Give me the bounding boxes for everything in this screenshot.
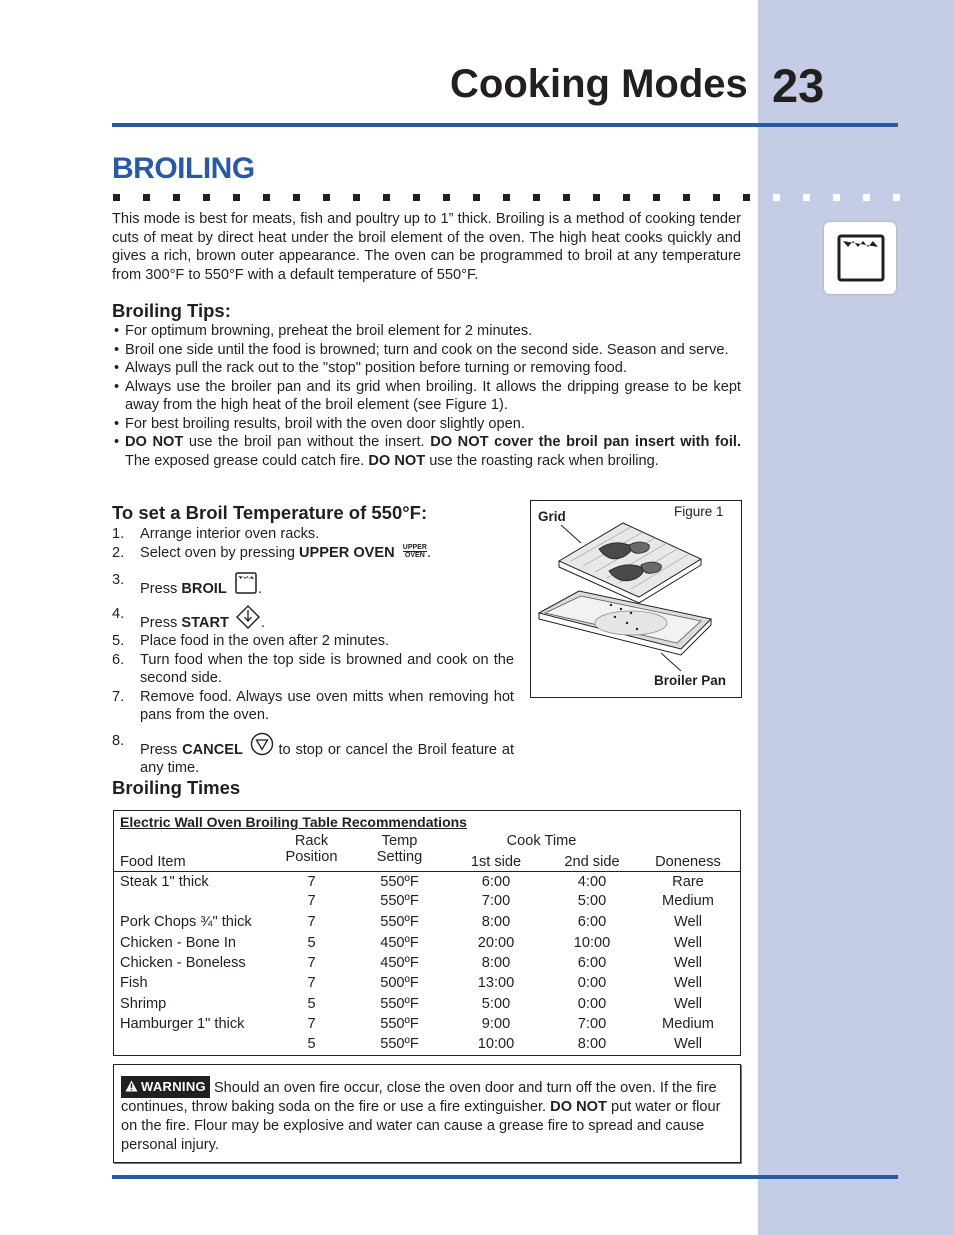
figure-1-broiler-pan [530,500,742,698]
cell-temp: 550ºF [380,996,419,1012]
table-row [114,914,740,934]
cell-food: Shrimp [120,996,167,1012]
table-row [114,996,740,1016]
warning-text: WARNING Should an oven fire occur, close the oven door and turn off the oven. If the fire continues, throw baking soda on the fire or use a fire extinguisher. DO NOT put water or flour on the fire. Flour may be explosive and water can cause a grease fire to spread and cause personal injury. [121,1076,731,1155]
divider-dot [143,194,150,201]
cell-rack: 5 [307,935,316,951]
col-header-doneness: Doneness [655,854,721,870]
step-item: 2. Select oven by pressing UPPER OVEN UPPER OVEN . [112,543,431,561]
col-header-cook-time: Cook Time [506,833,577,849]
divider-dot [563,194,570,201]
warning-badge: WARNING [121,1076,210,1098]
cell-temp: 500ºF [380,975,419,991]
table-row [114,975,740,995]
broiling-times-heading: Broiling Times [112,777,241,798]
cell-side2: 0:00 [577,996,607,1012]
col-header-food: Food Item [120,854,186,870]
cell-doneness: Well [673,996,703,1012]
table-row [114,1036,740,1056]
cell-food: Fish [120,975,148,991]
dotted-divider [113,194,903,202]
divider-dot [113,194,120,201]
divider-dot [293,194,300,201]
cell-doneness: Medium [662,893,714,909]
upper-oven-icon: UPPER OVEN [402,543,427,559]
broil-icon [234,571,258,595]
broiling-tips-heading: Broiling Tips: [112,300,231,321]
cell-doneness: Well [673,975,703,991]
cell-rack: 7 [307,975,316,991]
col-header-side1: 1st side [470,854,522,870]
cell-food: Chicken - Bone In [120,935,237,951]
broil-icon [824,222,896,294]
table-header-rule [114,871,740,872]
cell-food: Pork Chops ¾" thick [120,914,252,930]
divider-dot [743,194,750,201]
warning-triangle-icon [125,1080,138,1092]
broiler-pan-illustration [531,501,741,697]
divider-dot [323,194,330,201]
divider-dot [443,194,450,201]
step-item: 8. Press CANCEL to stop or cancel the Broil feature at any time. [112,732,514,776]
broiler-pan-label: Broiler Pan [654,673,727,688]
divider-dot [203,194,210,201]
cell-side1: 9:00 [481,1016,511,1032]
warning-box [113,1064,741,1163]
cell-rack: 7 [307,1016,316,1032]
divider-dot [713,194,720,201]
cell-doneness: Medium [662,1016,714,1032]
cell-side1: 5:00 [481,996,511,1012]
cell-doneness: Well [673,914,703,930]
divider-dot [263,194,270,201]
cell-temp: 550ºF [380,874,419,890]
cell-temp: 450ºF [380,935,419,951]
broil-steps-heading: To set a Broil Temperature of 550°F: [112,502,428,523]
cancel-icon [250,732,274,756]
cell-food: Steak 1" thick [120,874,209,890]
divider-dot [173,194,180,201]
cell-temp: 550ºF [380,1036,419,1052]
col-header-temp: Temp Setting [376,833,423,865]
step-item: 5. Place food in the oven after 2 minutes. [112,633,390,649]
divider-dot [533,194,540,201]
divider-dot [773,194,780,201]
side-band [758,0,954,1235]
step-item: 1. Arrange interior oven racks. [112,526,320,542]
divider-dot [833,194,840,201]
cell-food: Hamburger 1" thick [120,1016,245,1032]
header-rule [112,123,898,127]
tip-item: • For optimum browning, preheat the broil element for 2 minutes. [112,322,741,341]
tip-item: • Broil one side until the food is browned; turn and cook on the second side. Season and serve. [112,341,741,360]
cell-rack: 7 [307,914,316,930]
cell-side2: 5:00 [577,893,607,909]
table-row [114,935,740,955]
cell-food: Chicken - Boneless [120,955,246,971]
tip-item: • Always pull the rack out to the "stop" position before turning or removing food. [112,359,741,378]
step-item: 7. Remove food. Always use oven mitts when removing hot pans from the oven. [112,688,514,723]
cell-doneness: Well [673,955,703,971]
cell-temp: 550ºF [380,914,419,930]
divider-dot [503,194,510,201]
step-item: 6. Turn food when the top side is browned and cook on the second side. [112,651,514,686]
cell-side1: 10:00 [477,1036,515,1052]
divider-dot [893,194,900,201]
cell-side2: 4:00 [577,874,607,890]
cell-side1: 8:00 [481,955,511,971]
page-title: Cooking Modes [450,62,748,106]
cell-side2: 7:00 [577,1016,607,1032]
cell-rack: 7 [307,874,316,890]
section-title: BROILING [112,152,255,185]
broiling-tips-list [112,322,741,470]
cell-doneness: Well [673,935,703,951]
page-number: 23 [772,59,825,112]
cell-side2: 0:00 [577,975,607,991]
cell-doneness: Well [673,1036,703,1052]
table-row [114,874,740,894]
col-header-side2: 2nd side [564,854,620,870]
cell-side1: 7:00 [481,893,511,909]
broil-steps-list [112,525,514,778]
table-row [114,955,740,975]
divider-dot [353,194,360,201]
tip-item: • Always use the broiler pan and its grid when broiling. It allows the dripping grease to be kept away from the high heat of the broil element (see Figure 1). [112,378,741,415]
divider-dot [233,194,240,201]
divider-dot [653,194,660,201]
col-header-rack: Rack Position [285,833,338,865]
cell-rack: 7 [307,893,316,909]
divider-dot [803,194,810,201]
step-item: 4. Press START . [112,605,266,631]
divider-dot [623,194,630,201]
table-row [114,893,740,913]
cell-side1: 20:00 [477,935,515,951]
start-icon [235,605,261,629]
cell-temp: 550ºF [380,893,419,909]
cell-side2: 8:00 [577,1036,607,1052]
cell-side2: 6:00 [577,914,607,930]
table-row [114,1016,740,1036]
cell-doneness: Rare [672,874,704,890]
divider-dot [473,194,480,201]
cell-rack: 7 [307,955,316,971]
tip-item-do-not: • DO NOT use the broil pan without the insert. DO NOT cover the broil pan insert with foil. The exposed grease could catch fire. DO NOT use the roasting rack when broiling. [112,433,741,470]
step-item: 3. Press BROIL . [112,572,262,597]
cell-side2: 10:00 [573,935,611,951]
cell-side1: 6:00 [481,874,511,890]
table-title: Electric Wall Oven Broiling Table Recommendations [120,814,467,830]
intro-paragraph: This mode is best for meats, fish and poultry up to 1” thick. Broiling is a method of cooking tender cuts of meat by direct heat under the broil element of the oven. The high heat cooks quickly and gives a rich, brown outer appearance. The oven can be programmed to broil at any temperature from 300°F to 550°F with a default temperature of 550°F. [112,211,741,283]
divider-dot [593,194,600,201]
cell-side2: 6:00 [577,955,607,971]
footer-rule [112,1175,898,1179]
divider-dot [683,194,690,201]
broiling-table [113,810,741,1056]
divider-dot [413,194,420,201]
cell-temp: 550ºF [380,1016,419,1032]
cell-side1: 8:00 [481,914,511,930]
cell-temp: 450ºF [380,955,419,971]
cell-side1: 13:00 [477,975,515,991]
broil-mode-icon-box [824,222,896,294]
grid-label: Grid [538,509,566,524]
tip-item: • For best broiling results, broil with the oven door slightly open. [112,415,741,434]
cell-rack: 5 [307,1036,316,1052]
figure-caption: Figure 1 [674,504,724,519]
cell-rack: 5 [307,996,316,1012]
divider-dot [383,194,390,201]
divider-dot [863,194,870,201]
